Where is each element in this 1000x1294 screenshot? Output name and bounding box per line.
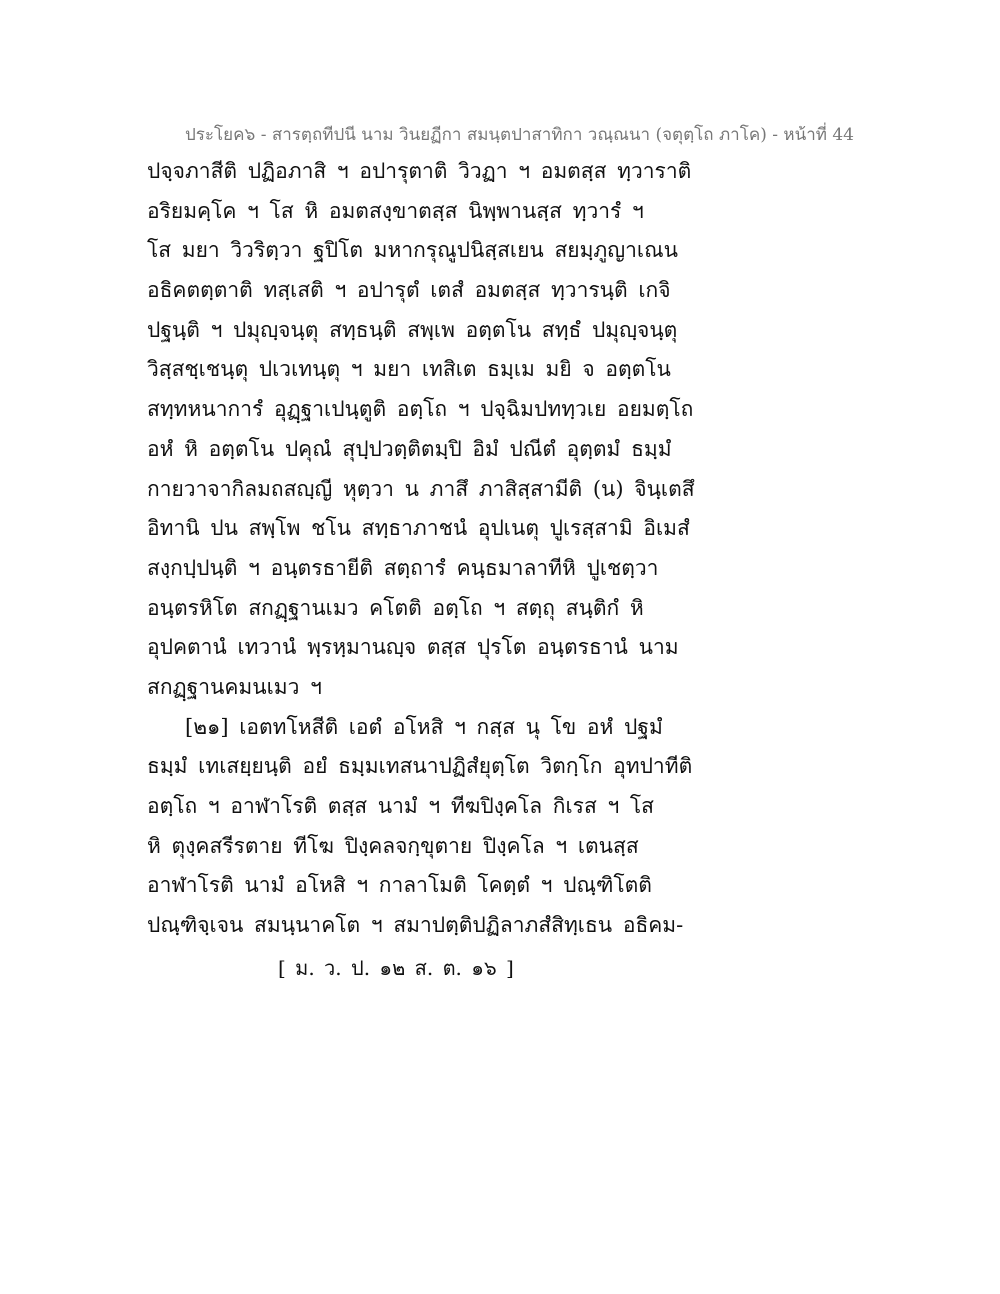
body-text [147, 152, 707, 946]
text-line: ปณฺฑิจฺเจน สมนฺนาคโต ฯ สมาปตฺติปฏิลาภสํสิทฺเธน อธิคม- [147, 913, 684, 938]
text-line: อหํ หิ อตฺตโน ปคุณํ สุปฺปวตฺติตมฺปิ อิมํ ปณีตํ อุตฺตมํ ธมฺมํ [147, 436, 672, 461]
paragraph-start-line: [๒๑] เอตทโหสีติ เอตํ อโหสิ ฯ กสฺส นุ โข อหํ ปฐมํ [185, 714, 663, 739]
page-header: ประโยค๖ - สารตฺถทีปนี นาม วินยฏีกา สมนฺตปาสาทิกา วณฺณนา (จตุตฺโถ ภาโค) - หน้าที่ 44 [185, 125, 854, 145]
text-line: ธมฺมํ เทเสยฺยนฺติ อยํ ธมฺมเทสนาปฏิสํยุตฺโต วิตกฺโก อุทปาทีติ [147, 754, 693, 779]
text-line: โส มยา วิวริตฺวา ฐปิโต มหากรุณูปนิสฺสเยน สยมฺภูญาเณน [147, 238, 678, 263]
footnote-reference: [ ม. ว. ป. ๑๒ ส. ต. ๑๖ ] [278, 956, 514, 980]
text-line: หิ ตุงฺคสรีรตาย ทีโฆ ปิงฺคลจกฺขุตาย ปิงฺคโล ฯ เตนสฺส [147, 833, 639, 858]
text-line: สกฏฺฐานคมนเมว ฯ [147, 674, 322, 699]
text-line: กายวาจากิลมถสญฺญี หุตฺวา น ภาสึ ภาสิสฺสามีติ (น) จินฺเตสึ [147, 476, 695, 501]
text-line: สทฺทหนาการํ อุฏฺฐาเปนฺตูติ อตฺโถ ฯ ปจฺฉิมปททฺวเย อยมตฺโถ [147, 397, 694, 422]
text-line: อุปคตานํ เทวานํ พฺรหฺมานญฺจ ตสฺส ปุรโต อนฺตรธานํ นาม [147, 635, 679, 660]
text-line: อนฺตรหิโต สกฏฺฐานเมว คโตติ อตฺโถ ฯ สตฺถุ สนฺติกํ หิ [147, 595, 644, 620]
text-line: ปจฺจภาสีติ ปฏิอภาสิ ฯ อปารุตาติ วิวฏา ฯ อมตสฺส ทฺวาราติ [147, 159, 692, 183]
text-line: อตฺโถ ฯ อาฬาโรติ ตสฺส นามํ ฯ ทีฆปิงฺคโล กิเรส ฯ โส [147, 794, 655, 818]
text-line: อธิคตตฺตาติ ทสฺเสติ ฯ อปารุตํ เตสํ อมตสฺส ทฺวารนฺติ เกจิ [147, 278, 671, 303]
text-line: วิสฺสชฺเชนฺตุ ปเวเทนฺตุ ฯ มยา เทสิเต ธมฺเม มยิ จ อตฺตโน [147, 357, 671, 382]
text-line: สงฺกปฺปนฺติ ฯ อนฺตรธายีติ สตฺถารํ คนฺธมาลาทีหิ ปูเชตฺวา [147, 555, 659, 580]
text-line: อาฬาโรติ นามํ อโหสิ ฯ กาลาโมติ โคตฺตํ ฯ ปณฺฑิโตติ [147, 873, 652, 898]
text-line: ปฐนฺติ ฯ ปมุญฺจนฺตุ สทฺธนฺติ สพฺเพ อตฺตโน สทฺธํ ปมุญฺจนฺตุ [147, 317, 678, 342]
text-line: อริยมคฺโค ฯ โส หิ อมตสงฺขาตสฺส นิพฺพานสฺส ทฺวารํ ฯ [147, 198, 644, 223]
text-line: อิทานิ ปน สพฺโพ ชโน สทฺธาภาชนํ อุปเนตุ ปูเรสฺสามิ อิเมสํ [147, 516, 690, 541]
